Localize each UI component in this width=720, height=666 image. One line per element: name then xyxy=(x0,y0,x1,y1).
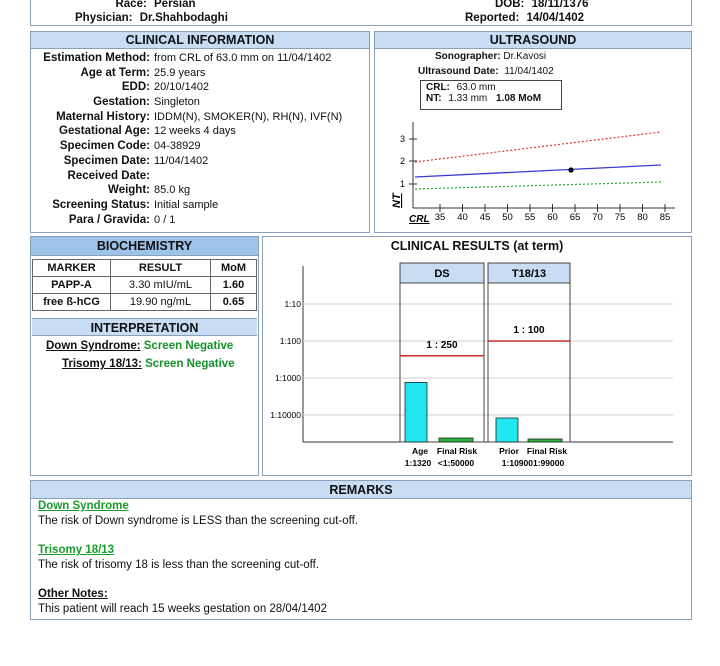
remark-text-ds: The risk of Down syndrome is LESS than the screening cut-off. xyxy=(38,515,359,527)
clinical-info-label: Specimen Code: xyxy=(59,140,150,153)
ds-bar-label-final: Final Risk xyxy=(436,446,478,456)
dob-value: 18/11/1376 xyxy=(531,0,589,10)
nt-y-ticks xyxy=(400,134,417,189)
race-value: Persian xyxy=(154,0,196,10)
clinical-info-value: Singleton xyxy=(154,96,200,109)
nt-x-tick-label: 50 xyxy=(502,212,513,223)
clinical-info-label: Gestational Age: xyxy=(59,125,150,138)
clinical-info-list xyxy=(34,51,368,227)
t18-final-bar xyxy=(528,439,562,442)
clinical-info-row xyxy=(34,95,368,110)
nt-label: NT: xyxy=(426,93,442,104)
ds-age-bar xyxy=(405,382,427,442)
risk-y-tick-label: 1:1000 xyxy=(275,373,301,383)
col-mom: MoM xyxy=(211,260,257,277)
clinical-results-title: CLINICAL RESULTS (at term) xyxy=(390,239,564,253)
reported-label: Reported: xyxy=(465,12,520,24)
clinical-info-label: Age at Term: xyxy=(80,66,150,79)
result-cell: 3.30 mIU/mL xyxy=(111,277,211,294)
clinical-info-row xyxy=(34,66,368,81)
dob-label: DOB: xyxy=(495,0,525,10)
nt-x-tick-label: 65 xyxy=(569,212,581,223)
t18-bar-value-final: :99000 xyxy=(537,458,565,468)
clinical-info-row xyxy=(34,183,368,198)
crl-label: CRL: xyxy=(426,82,450,93)
remark-text-other: This patient will reach 15 weeks gestation on 28/04/1402 xyxy=(38,603,327,615)
ds-cutoff-label: 1 : 250 xyxy=(426,340,458,351)
clinical-info-label: Estimation Method: xyxy=(43,52,150,64)
clinical-info-label: EDD: xyxy=(121,81,150,94)
clinical-info-label: Received Date: xyxy=(67,169,150,182)
risk-y-tick-label: 1:10 xyxy=(284,299,301,309)
physician-label: Physician: xyxy=(75,12,133,24)
nt-y-tick-label: 1 xyxy=(399,179,405,189)
interpretation-down-syndrome xyxy=(46,340,233,352)
table-row xyxy=(33,277,257,294)
clinical-info-rows xyxy=(34,51,368,227)
remark-heading-t18: Trisomy 18/13 xyxy=(38,544,115,556)
reported-value: 14/04/1402 xyxy=(526,12,585,24)
clinical-info-row xyxy=(34,124,368,139)
clinical-info-label: Specimen Date: xyxy=(63,154,150,167)
clinical-info-row xyxy=(34,51,368,66)
nt-mom: 1.08 MoM xyxy=(496,93,542,104)
clinical-info-value: from CRL of 63.0 mm on 11/04/1402 xyxy=(154,52,332,64)
clinical-info-value: IDDM(N), SMOKER(N), RH(N), IVF(N) xyxy=(154,110,343,123)
interpretation-title: INTERPRETATION xyxy=(32,318,257,336)
t18-cutoff-label: 1 : 100 xyxy=(513,325,545,336)
clinical-info-label: Screening Status: xyxy=(52,198,150,211)
reported-row xyxy=(465,12,584,24)
ultrasound-date-value: 11/04/1402 xyxy=(504,66,554,77)
remarks-title: REMARKS xyxy=(31,481,691,499)
nt-x-tick-label: 85 xyxy=(659,212,671,223)
risk-chart xyxy=(263,258,691,472)
remark-heading-ds: Down Syndrome xyxy=(38,500,129,512)
remark-text-t18: The risk of trisomy 18 is less than the screening cut-off. xyxy=(38,559,320,571)
ultrasound-date-row xyxy=(418,66,554,77)
ultrasound-title: ULTRASOUND xyxy=(375,32,691,49)
clinical-info-value: 12 weeks 4 days xyxy=(154,125,236,138)
t18-bar-value-prior: 1:109001 xyxy=(501,458,538,468)
clinical-info-label: Weight: xyxy=(108,184,150,197)
clinical-info-value: 11/04/1402 xyxy=(154,154,209,167)
col-marker: MARKER xyxy=(33,260,111,277)
clinical-info-row xyxy=(34,154,368,169)
biochemistry-title: BIOCHEMISTRY xyxy=(31,237,258,256)
race-label: Race: xyxy=(115,0,147,10)
nt-x-tick-label: 60 xyxy=(547,212,558,223)
nt-row xyxy=(426,93,556,104)
ds-bar-value-final: <1:50000 xyxy=(437,458,475,468)
t18-interp-label: Trisomy 18/13: xyxy=(62,358,142,370)
clinical-info-label: Para / Gravida: xyxy=(68,213,150,226)
clinical-info-value: 04-38929 xyxy=(154,140,201,153)
crl-nt-box xyxy=(420,80,562,110)
nt-y-tick-label: 3 xyxy=(399,134,405,144)
ds-interp-value: Screen Negative xyxy=(143,340,234,352)
marker-cell: PAPP-A xyxy=(33,277,111,294)
crl-row xyxy=(426,82,556,93)
clinical-info-value: 85.0 kg xyxy=(154,184,191,197)
mom-cell: 1.60 xyxy=(211,277,257,294)
nt-upper-curve xyxy=(415,132,661,162)
interpretation-trisomy xyxy=(62,358,235,370)
clinical-info-value: 20/10/1402 xyxy=(154,81,210,94)
ds-panel-title: DS xyxy=(434,268,450,280)
ds-bar-label-age: Age xyxy=(411,446,429,456)
nt-x-tick-label: 35 xyxy=(434,212,446,223)
marker-cell: free ß-hCG xyxy=(33,294,111,311)
mom-cell: 0.65 xyxy=(211,294,257,311)
result-cell: 19.90 ng/mL xyxy=(111,294,211,311)
clinical-info-label: Maternal History: xyxy=(56,110,150,123)
dob-row xyxy=(495,0,589,10)
clinical-info-value: Initial sample xyxy=(154,198,219,211)
clinical-info-row xyxy=(34,213,368,228)
clinical-info-row xyxy=(34,169,368,184)
biochemistry-header-row xyxy=(33,260,257,277)
clinical-info-title: CLINICAL INFORMATION xyxy=(31,32,369,49)
ultrasound-date-label: Ultrasound Date: xyxy=(418,66,499,77)
t18-interp-value: Screen Negative xyxy=(145,358,235,370)
t18-prior-bar xyxy=(496,418,518,442)
risk-y-tick-label: 1:100 xyxy=(279,336,301,346)
nt-x-tick-label: 40 xyxy=(457,212,468,223)
physician-row xyxy=(75,12,228,24)
clinical-info-value: 25.9 years xyxy=(154,66,206,79)
nt-x-tick-label: 55 xyxy=(524,212,536,223)
risk-y-tick-label: 1:10000 xyxy=(270,410,301,420)
sonographer-row xyxy=(435,51,546,62)
risk-marks xyxy=(400,341,570,442)
clinical-info-value: 0 / 1 xyxy=(154,213,176,226)
clinical-info-row xyxy=(34,80,368,95)
nt-median-curve xyxy=(415,165,661,177)
sonographer-value: Dr.Kavosi xyxy=(503,51,547,62)
remark-heading-other: Other Notes: xyxy=(38,588,108,600)
nt-axis-label: NT xyxy=(391,193,403,208)
ds-interp-label: Down Syndrome: xyxy=(46,340,141,352)
nt-x-tick-label: 75 xyxy=(614,212,626,223)
risk-grid xyxy=(270,299,673,420)
nt-y-tick-label: 2 xyxy=(399,156,405,166)
clinical-info-row xyxy=(34,139,368,154)
ds-bar-value-age: 1:1320 xyxy=(404,458,432,468)
col-result: RESULT xyxy=(111,260,211,277)
nt-lower-curve xyxy=(415,182,661,189)
ds-final-bar xyxy=(439,438,473,442)
nt-patient-point xyxy=(568,167,573,172)
t18-panel-title: T18/13 xyxy=(511,268,547,280)
clinical-info-label: Gestation: xyxy=(93,96,150,109)
sonographer-label: Sonographer: xyxy=(435,51,501,62)
nt-x-tick-label: 70 xyxy=(592,212,603,223)
t18-bar-label-prior: Prior xyxy=(499,446,519,456)
nt-x-tick-label: 80 xyxy=(637,212,648,223)
clinical-info-row xyxy=(34,110,368,125)
t18-bar-label-final: Final Risk xyxy=(526,446,568,456)
crl-value: 63.0 mm xyxy=(456,82,496,93)
crl-axis-label: CRL xyxy=(409,214,430,225)
table-row xyxy=(33,294,257,311)
physician-value: Dr.Shahbodaghi xyxy=(139,12,228,24)
clinical-info-row xyxy=(34,198,368,213)
nt-crl-chart xyxy=(385,112,685,230)
race-row xyxy=(85,0,250,10)
remarks-box xyxy=(30,480,692,620)
t18-bar-values xyxy=(502,458,565,468)
nt-x-tick-label: 45 xyxy=(479,212,491,223)
nt-value: 1.33 mm xyxy=(448,93,488,104)
nt-x-ticks xyxy=(435,204,671,223)
biochemistry-table xyxy=(32,259,257,311)
